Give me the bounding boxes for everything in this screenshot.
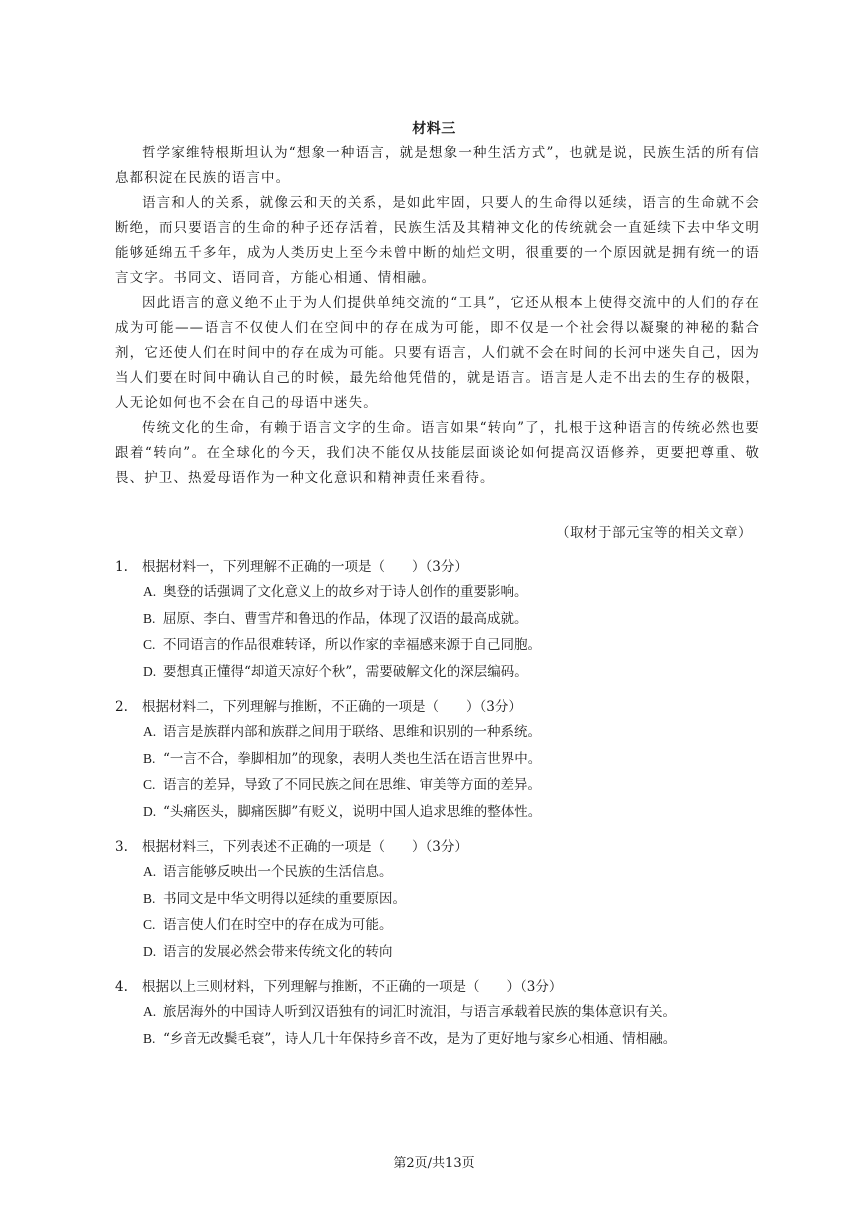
passage-paragraph: 哲学家维特根斯坦认为“想象一种语言，就是想象一种生活方式”，也就是说，民族生活的所有信息都积淀在民族的语言中。	[115, 145, 760, 186]
option-list	[143, 859, 765, 965]
option-label: C.	[143, 777, 156, 792]
question-number: 1.	[115, 559, 128, 575]
option-label: C.	[143, 637, 156, 652]
option-label: B.	[143, 890, 156, 906]
option-d	[143, 939, 765, 966]
option-a	[143, 859, 765, 886]
option-label: B.	[143, 750, 156, 766]
question-1	[115, 555, 765, 685]
passage-paragraph: 传统文化的生命，有赖于语言文字的生命。语言如果“转向”了，扎根于这种语言的传统必然也要跟着“转向”。在全球化的今天，我们决不能仅从技能层面谈论如何提高汉语修养，更要把尊重、敬畏、护卫、热爱母语作为一种文化意识和精神责任来看待。	[115, 420, 760, 486]
question-stem	[115, 835, 765, 859]
question-text: 根据以上三则材料，下列理解与推断，不正确的一项是（ ）（3分）	[142, 979, 563, 995]
option-label: B.	[143, 1030, 156, 1046]
passage-paragraph: 语言和人的关系，就像云和天的关系，是如此牢固，只要人的生命得以延续，语言的生命就不会断绝，而只要语言的生命的种子还存活着，民族生活及其精神文化的传统就会一直延续下去中华文明能够延绵五千多年，成为人类历史上至今未曾中断的灿烂文明，很重要的一个原因就是拥有统一的语言文字。书同文、语同音，方能心相通、情相融。	[115, 195, 760, 286]
option-text: 语言是族群内部和族群之间用于联络、思维和识别的一种系统。	[163, 724, 541, 740]
option-text: 语言的发展必然会带来传统文化的转向	[163, 943, 393, 960]
option-text: 书同文是中华文明得以延续的重要原因。	[163, 890, 406, 907]
option-a	[143, 719, 765, 746]
option-label: D.	[143, 663, 157, 679]
question-2	[115, 695, 765, 825]
option-text: 不同语言的作品很难转译，所以作家的幸福感来源于自己同胞。	[163, 637, 541, 653]
question-text: 根据材料一，下列理解不正确的一项是（ ）（3分）	[142, 559, 468, 575]
question-4	[115, 975, 765, 1052]
option-text: 奥登的话强调了文化意义上的故乡对于诗人创作的重要影响。	[163, 584, 528, 600]
option-text: 语言使人们在时空中的存在成为可能。	[163, 917, 393, 933]
question-stem	[115, 555, 765, 579]
option-text: 语言能够反映出一个民族的生活信息。	[163, 864, 393, 880]
option-d	[143, 799, 765, 826]
option-label: A.	[143, 584, 157, 599]
question-3	[115, 835, 765, 965]
option-text: “头痛医头，脚痛医脚”有贬义，说明中国人追求思维的整体性。	[163, 803, 542, 820]
option-text: 要想真正懂得“却道天凉好个秋”，需要破解文化的深层编码。	[163, 663, 528, 680]
option-b	[143, 606, 765, 633]
option-list	[143, 999, 765, 1052]
question-number: 4.	[115, 979, 128, 995]
option-label: D.	[143, 803, 157, 819]
option-b	[143, 746, 765, 773]
question-stem	[115, 975, 765, 999]
question-list	[115, 555, 765, 1062]
question-number: 3.	[115, 839, 128, 855]
option-list	[143, 719, 765, 825]
option-a	[143, 999, 765, 1026]
passage-paragraph: 因此语言的意义绝不止于为人们提供单纯交流的“工具”，它还从根本上使得交流中的人们的存在成为可能——语言不仅使人们在空间中的存在成为可能，即不仅是一个社会得以凝聚的神秘的黏合剂，它还使人们在时间中的存在成为可能。只要有语言，人们就不会在时间的长河中迷失自己，因为当人们要在时间中确认自己的时候，最先给他凭借的，就是语言。语言是人走不出去的生存的极限，人无论如何也不会在自己的母语中迷失。	[115, 295, 760, 411]
question-stem	[115, 695, 765, 719]
option-label: A.	[143, 1004, 157, 1019]
passage	[115, 141, 760, 491]
option-label: B.	[143, 610, 156, 626]
question-text: 根据材料三，下列表述不正确的一项是（ ）（3分）	[142, 839, 468, 855]
source-note: （取材于部元宝等的相关文章）	[556, 525, 752, 541]
option-label: C.	[143, 917, 156, 932]
option-a	[143, 579, 765, 606]
option-c	[143, 772, 765, 799]
option-b	[143, 886, 765, 913]
option-label: A.	[143, 724, 157, 739]
option-text: 旅居海外的中国诗人听到汉语独有的词汇时流泪，与语言承载着民族的集体意识有关。	[163, 1004, 676, 1020]
option-text: “乡音无改鬓毛衰”，诗人几十年保持乡音不改，是为了更好地与家乡心相通、情相融。	[163, 1030, 677, 1047]
option-d	[143, 659, 765, 686]
option-text: 语言的差异，导致了不同民族之间在思维、审美等方面的差异。	[163, 777, 541, 793]
option-c	[143, 632, 765, 659]
option-label: D.	[143, 943, 157, 959]
question-text: 根据材料二，下列理解与推断，不正确的一项是（ ）（3分）	[142, 699, 522, 715]
option-label: A.	[143, 864, 157, 879]
option-list	[143, 579, 765, 685]
option-text: “一言不合，拳脚相加”的现象，表明人类也生活在语言世界中。	[163, 750, 542, 767]
page-number: 第2页/共13页	[393, 1156, 475, 1171]
question-number: 2.	[115, 699, 128, 715]
material-heading: 材料三	[412, 121, 456, 137]
option-b	[143, 1026, 765, 1053]
option-c	[143, 912, 765, 939]
option-text: 屈原、李白、曹雪芹和鲁迅的作品，体现了汉语的最高成就。	[163, 610, 528, 627]
